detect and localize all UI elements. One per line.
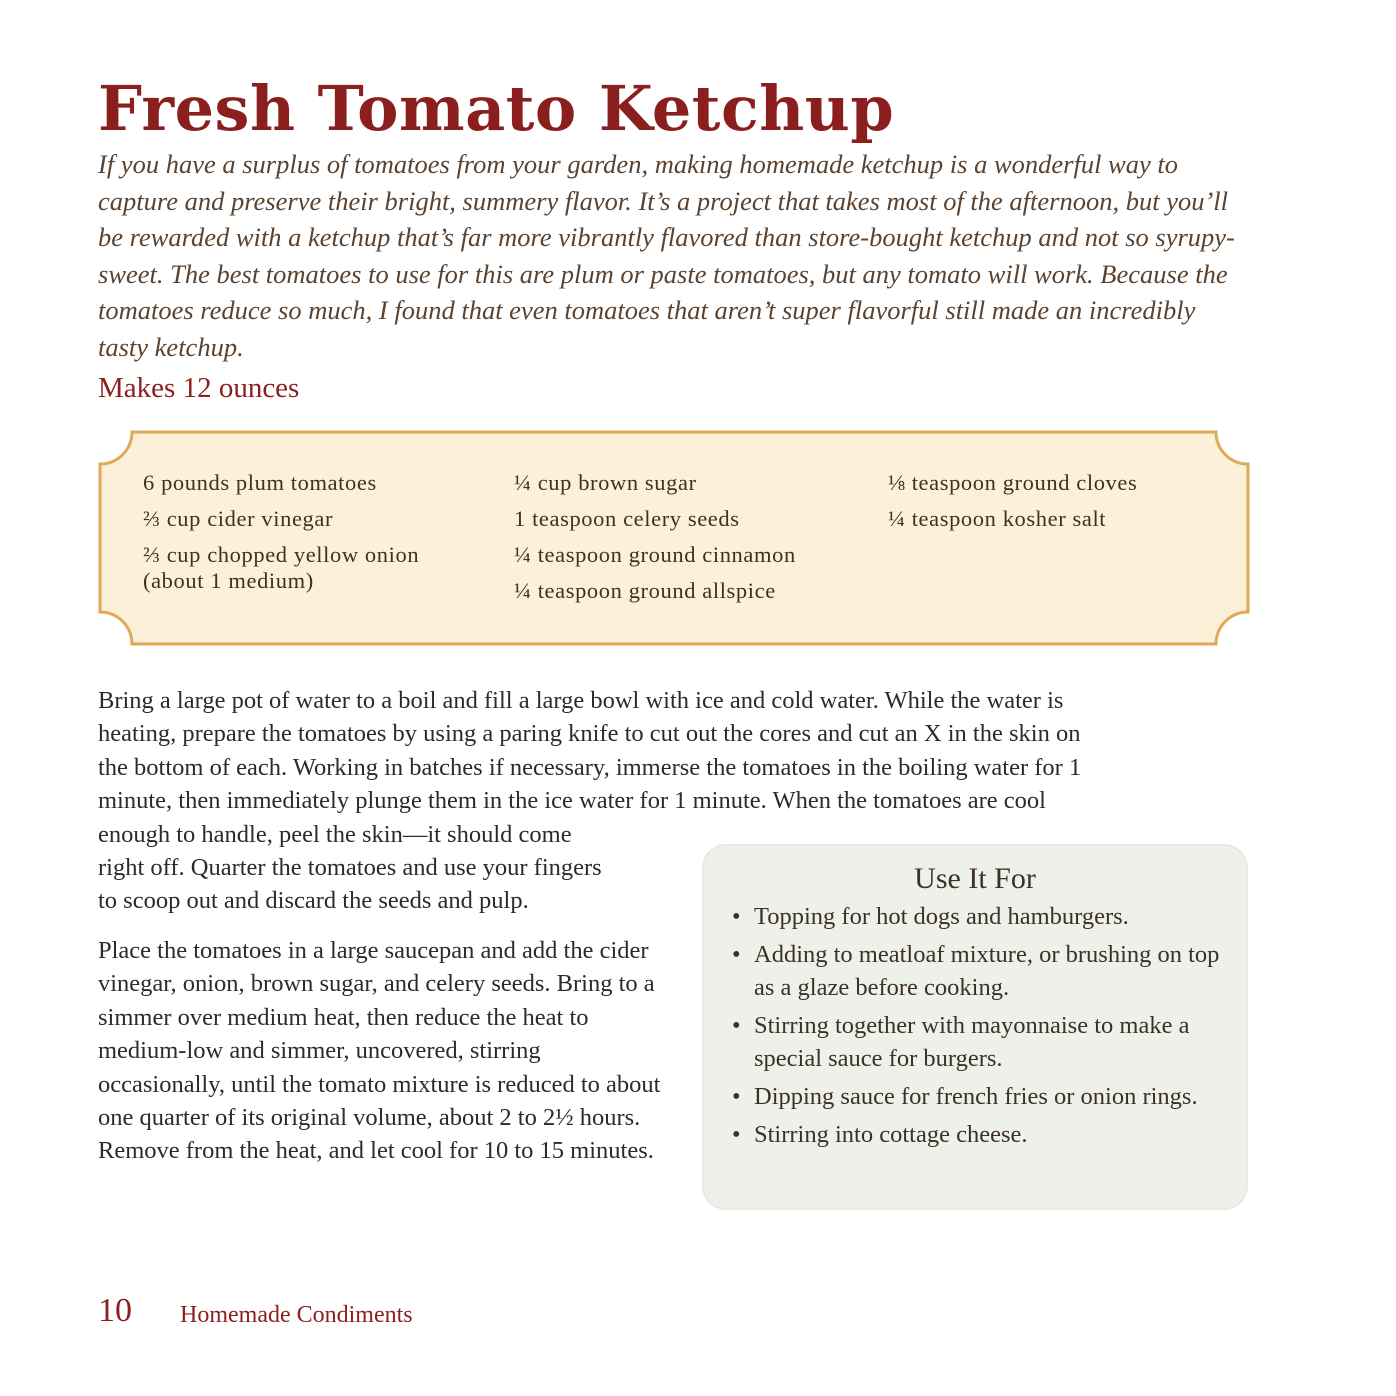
list-item	[732, 938, 1232, 1005]
directions-line: to scoop out and discard the seeds and pulp.	[98, 887, 529, 915]
ingredients-column-2	[514, 470, 874, 614]
bullet-icon: •	[732, 940, 741, 968]
bullet-icon: •	[732, 1082, 741, 1110]
directions-paragraph-2: Place the tomatoes in a large saucepan and add the cider vinegar, onion, brown sugar, and celery seeds. Bring to a simmer over medium heat, then reduce the heat to medium-low and simmer, uncovered, stirring occasionally, until the tomato mixture is reduced to about one quarter of its original volume, about 2 to 2½ hours. Remove from the heat, and let cool for 10 to 15 minutes.	[98, 937, 661, 1165]
bullet-icon: •	[732, 1011, 741, 1039]
recipe-title: Fresh Tomato Ketchup	[98, 72, 895, 145]
directions-line: right off. Quarter the tomatoes and use your fingers	[98, 854, 602, 882]
ingredient-item: ¼ cup brown sugar	[514, 470, 697, 495]
list-item	[732, 1118, 1232, 1152]
directions-line: Bring a large pot of water to a boil and fill a large bowl with ice and cold water. While the water is	[98, 687, 1064, 714]
list-item-text: Adding to meatloaf mixture, or brushing on top as a glaze before cooking.	[754, 940, 1220, 1002]
ingredient-item: 6 pounds plum tomatoes	[143, 470, 377, 495]
list-item-text: Topping for hot dogs and hamburgers.	[754, 903, 1129, 930]
page-number: 10	[98, 1292, 132, 1329]
bullet-icon: •	[732, 1120, 741, 1148]
directions-line: heating, prepare the tomatoes by using a paring knife to cut out the cores and cut an X in the skin on	[98, 720, 1081, 748]
ingredient-item: ¼ teaspoon kosher salt	[888, 506, 1107, 531]
directions-line: minute, then immediately plunge them in the ice water for 1 minute. When the tomatoes are cool	[98, 787, 1046, 815]
list-item-text: Dipping sauce for french fries or onion rings.	[754, 1082, 1198, 1110]
recipe-intro: If you have a surplus of tomatoes from your garden, making homemade ketchup is a wonderful way to capture and preserve their bright, summery flavor. It’s a project that takes most of the afternoon, but you’ll be rewarded with a ketchup that’s far more vibrantly flavored than store-bought ketchup and not so syrupy-sweet. The best tomatoes to use for this are plum or paste tomatoes, but any tomato will work. Because the tomatoes reduce so much, I found that even tomatoes that aren’t super flavorful still made an incredibly tasty ketchup.	[98, 149, 1235, 362]
directions-line: enough to handle, peel the skin—it should come	[98, 820, 572, 848]
use-it-for-list	[732, 900, 1232, 1155]
ingredients-column-1	[143, 470, 483, 604]
list-item	[732, 900, 1232, 934]
ingredient-item: ¼ teaspoon ground cinnamon	[514, 542, 796, 567]
list-item	[732, 1009, 1232, 1076]
list-item-text: Stirring together with mayonnaise to make a special sauce for burgers.	[754, 1011, 1190, 1073]
ingredient-item: ⅔ cup chopped yellow onion (about 1 medium)	[143, 542, 420, 593]
list-item-text: Stirring into cottage cheese.	[754, 1120, 1028, 1148]
ingredient-item: ⅔ cup cider vinegar	[143, 506, 334, 531]
directions-line: the bottom of each. Working in batches if necessary, immerse the tomatoes in the boiling water for 1	[98, 753, 1082, 781]
ingredient-item: ⅛ teaspoon ground cloves	[888, 470, 1138, 495]
section-title: Homemade Condiments	[180, 1302, 413, 1328]
ingredient-item: 1 teaspoon celery seeds	[514, 506, 740, 531]
ingredient-item: ¼ teaspoon ground allspice	[514, 578, 776, 603]
use-it-for-sidebar	[704, 846, 1246, 1208]
list-item	[732, 1080, 1232, 1114]
use-it-for-title: Use It For	[914, 862, 1036, 895]
bullet-icon: •	[732, 903, 741, 930]
recipe-yield: Makes 12 ounces	[98, 372, 300, 404]
ingredients-column-3	[888, 470, 1228, 542]
